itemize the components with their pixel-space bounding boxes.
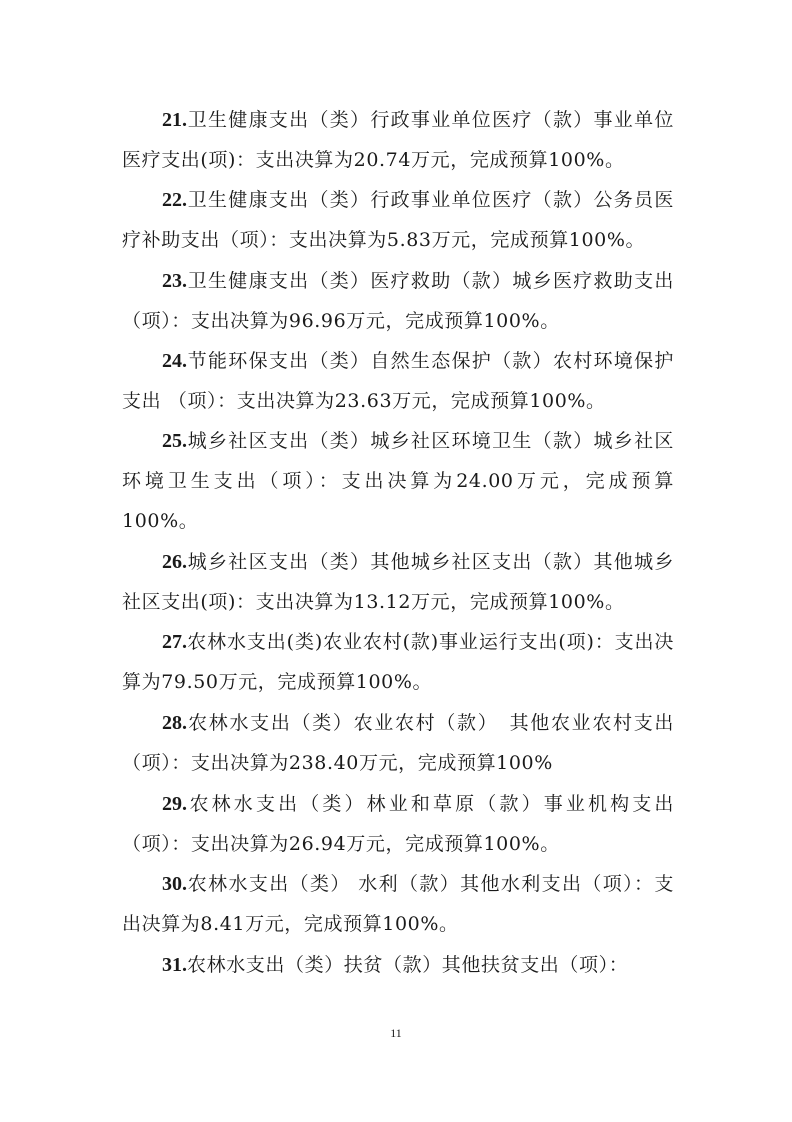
item-text: 卫生健康支出（类）医疗救助（款）城乡医疗救助支出（项）：支出决算为96.96万元，完成预算100%。	[122, 270, 674, 332]
item-text: 城乡社区支出（类）城乡社区环境卫生（款）城乡社区环境卫生支出（项）：支出决算为24.00万元，完成预算100%。	[122, 430, 674, 532]
item-number: 27.	[162, 631, 187, 653]
item-text: 卫生健康支出（类）行政事业单位医疗（款）公务员医疗补助支出（项）：支出决算为5.83万元，完成预算100%。	[122, 189, 674, 251]
item-text: 农林水支出(类)农业农村(款)事业运行支出(项)：支出决算为79.50万元，完成预算100%。	[122, 631, 674, 693]
item-number: 21.	[162, 109, 187, 131]
item-number: 29.	[162, 793, 187, 815]
item-text: 卫生健康支出（类）行政事业单位医疗（款）事业单位医疗支出(项)：支出决算为20.74万元，完成预算100%。	[122, 109, 674, 171]
item-text: 城乡社区支出（类）其他城乡社区支出（款）其他城乡社区支出(项)：支出决算为13.12万元，完成预算100%。	[122, 551, 674, 613]
expenditure-item-26	[122, 542, 674, 622]
expenditure-item-22	[122, 180, 674, 260]
page-number: 11	[390, 1026, 402, 1040]
item-number: 28.	[162, 712, 187, 734]
item-text: 农林水支出（类）扶贫（款）其他扶贫支出（项）：	[187, 954, 629, 976]
expenditure-item-21	[122, 100, 674, 180]
item-number: 30.	[162, 873, 187, 895]
expenditure-item-23	[122, 261, 674, 341]
item-number: 25.	[162, 430, 187, 452]
item-number: 26.	[162, 551, 187, 573]
expenditure-item-25	[122, 421, 674, 541]
expenditure-item-24	[122, 341, 674, 421]
item-number: 31.	[162, 954, 187, 976]
item-number: 23.	[162, 270, 187, 292]
expenditure-item-28	[122, 703, 674, 783]
item-text: 农林水支出（类）农业农村（款） 其他农业农村支出（项）：支出决算为238.40万元，完成预算100%	[122, 712, 674, 774]
document-body	[122, 100, 674, 985]
item-text: 节能环保支出（类）自然生态保护（款）农村环境保护支出 （项）：支出决算为23.63万元，完成预算100%。	[122, 350, 674, 412]
expenditure-item-27	[122, 622, 674, 702]
item-number: 22.	[162, 189, 187, 211]
item-text: 农林水支出（类） 水利（款）其他水利支出（项）：支出决算为8.41万元，完成预算100%。	[122, 873, 674, 935]
expenditure-item-31	[122, 945, 674, 985]
expenditure-item-29	[122, 784, 674, 864]
expenditure-item-30	[122, 864, 674, 944]
item-number: 24.	[162, 350, 187, 372]
item-text: 农林水支出（类）林业和草原（款）事业机构支出（项）：支出决算为26.94万元，完成预算100%。	[122, 793, 674, 855]
